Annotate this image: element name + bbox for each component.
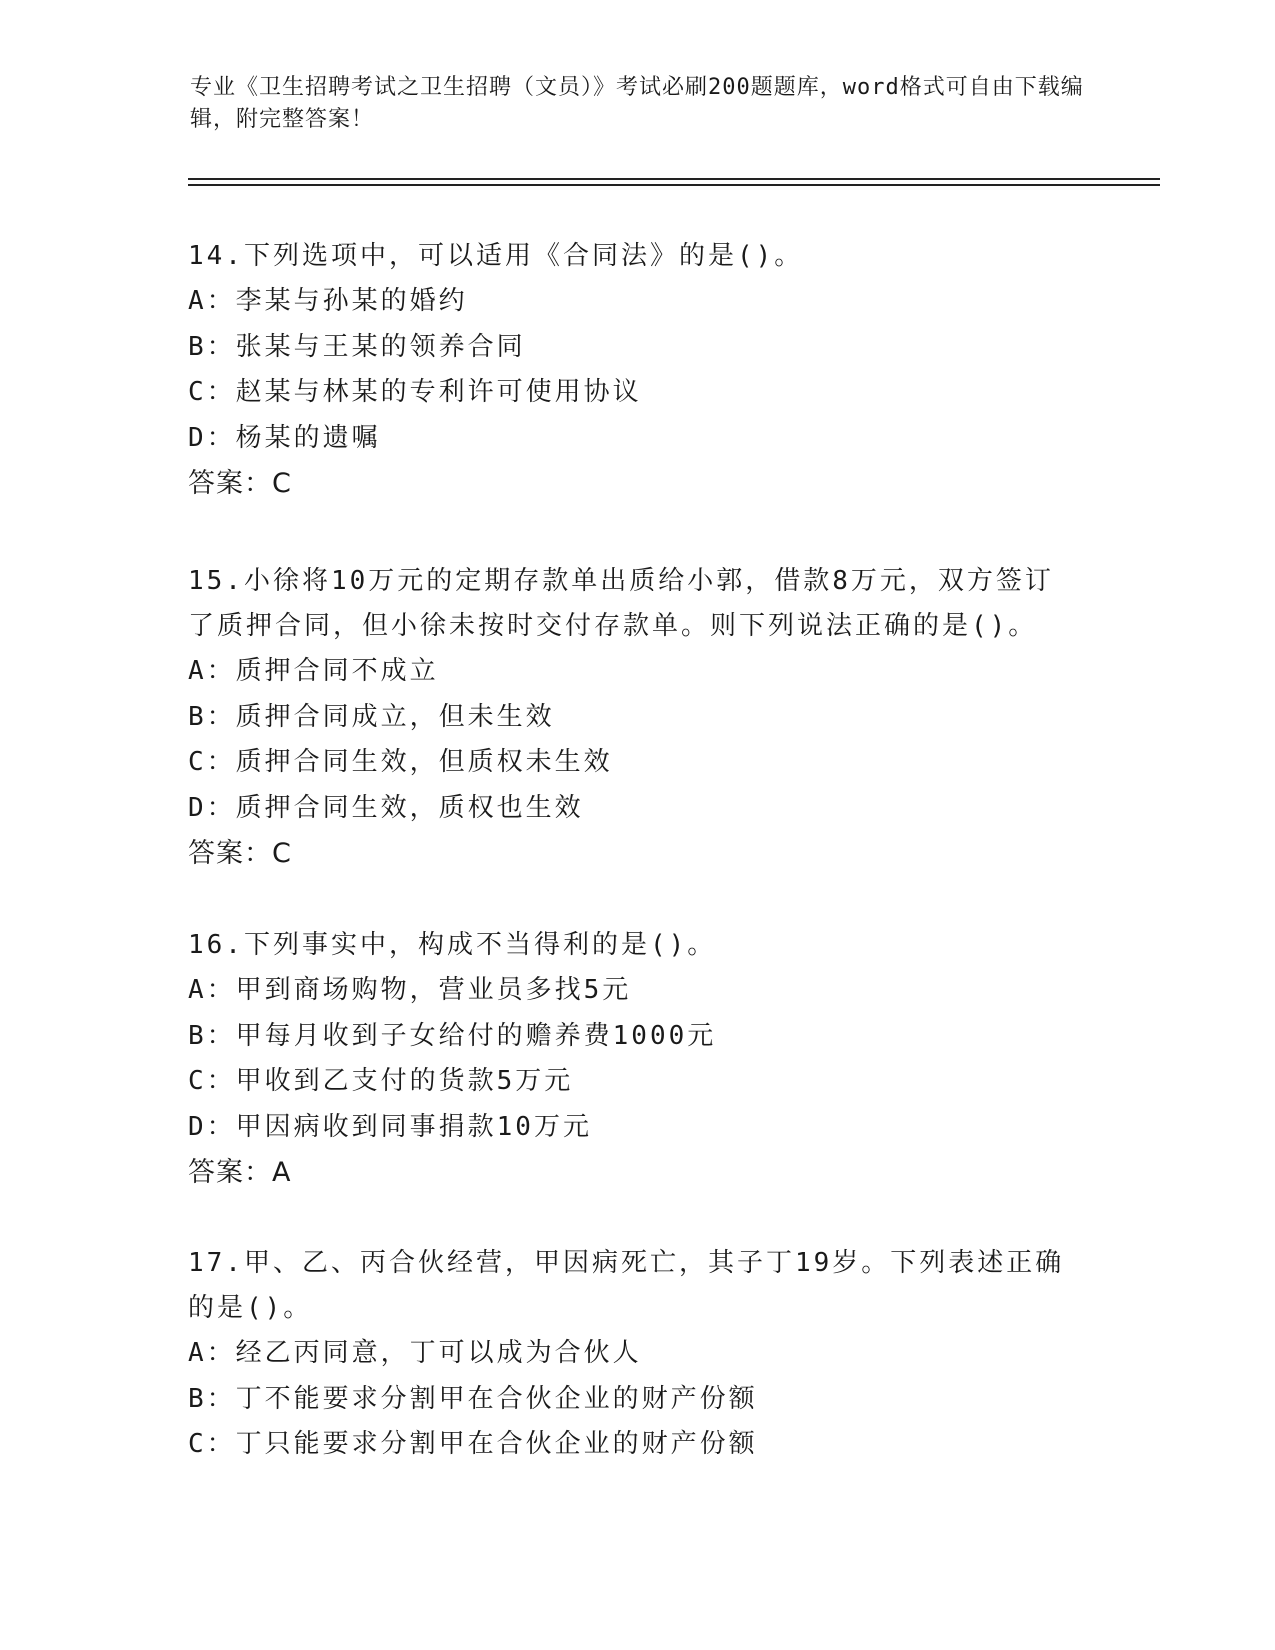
option-a: A：李某与孙某的婚约	[188, 286, 468, 316]
option-d: D：质押合同生效，质权也生效	[188, 792, 584, 823]
answer-key: 答案：A	[188, 1157, 292, 1188]
option-b: B：张某与王某的领养合同	[188, 331, 526, 362]
answer-key: 答案：C	[188, 838, 292, 869]
question-15	[188, 559, 1068, 877]
header-divider-bottom	[188, 184, 1160, 186]
option-a: A：经乙丙同意，丁可以成为合伙人	[188, 1338, 642, 1368]
option-c: C：质押合同生效，但质权未生效	[188, 747, 613, 777]
option-d: D：甲因病收到同事捐款10万元	[188, 1111, 592, 1142]
question-stem: 15.小徐将10万元的定期存款单出质给小郭，借款8万元，双方签订了质押合同，但小徐未按时交付存款单。则下列说法正确的是()。	[188, 566, 1054, 641]
question-16	[188, 923, 1068, 1196]
option-a: A：甲到商场购物，营业员多找5元	[188, 975, 632, 1005]
header-divider-top	[188, 178, 1160, 180]
option-c: C：丁只能要求分割甲在合伙企业的财产份额	[188, 1429, 758, 1459]
header-text: 专业《卫生招聘考试之卫生招聘（文员）》考试必刷200题题库，word格式可自由下载编辑，附完整答案！	[190, 75, 1084, 132]
option-b: B：甲每月收到子女给付的赡养费1000元	[188, 1020, 717, 1051]
option-a: A：质押合同不成立	[188, 656, 439, 686]
option-c: C：甲收到乙支付的货款5万元	[188, 1066, 574, 1096]
option-b: B：丁不能要求分割甲在合伙企业的财产份额	[188, 1383, 758, 1414]
option-c: C：赵某与林某的专利许可使用协议	[188, 377, 642, 407]
question-stem: 14.下列选项中，可以适用《合同法》的是()。	[188, 241, 804, 271]
question-stem: 17.甲、乙、丙合伙经营，甲因病死亡，其子丁19岁。下列表述正确的是()。	[188, 1248, 1065, 1323]
option-b: B：质押合同成立，但未生效	[188, 701, 555, 732]
question-17	[188, 1241, 1068, 1468]
question-stem: 16.下列事实中，构成不当得利的是()。	[188, 930, 717, 960]
question-14	[188, 234, 1068, 507]
answer-key: 答案：C	[188, 468, 292, 499]
option-d: D：杨某的遗嘱	[188, 422, 381, 453]
document-header	[190, 72, 1090, 136]
